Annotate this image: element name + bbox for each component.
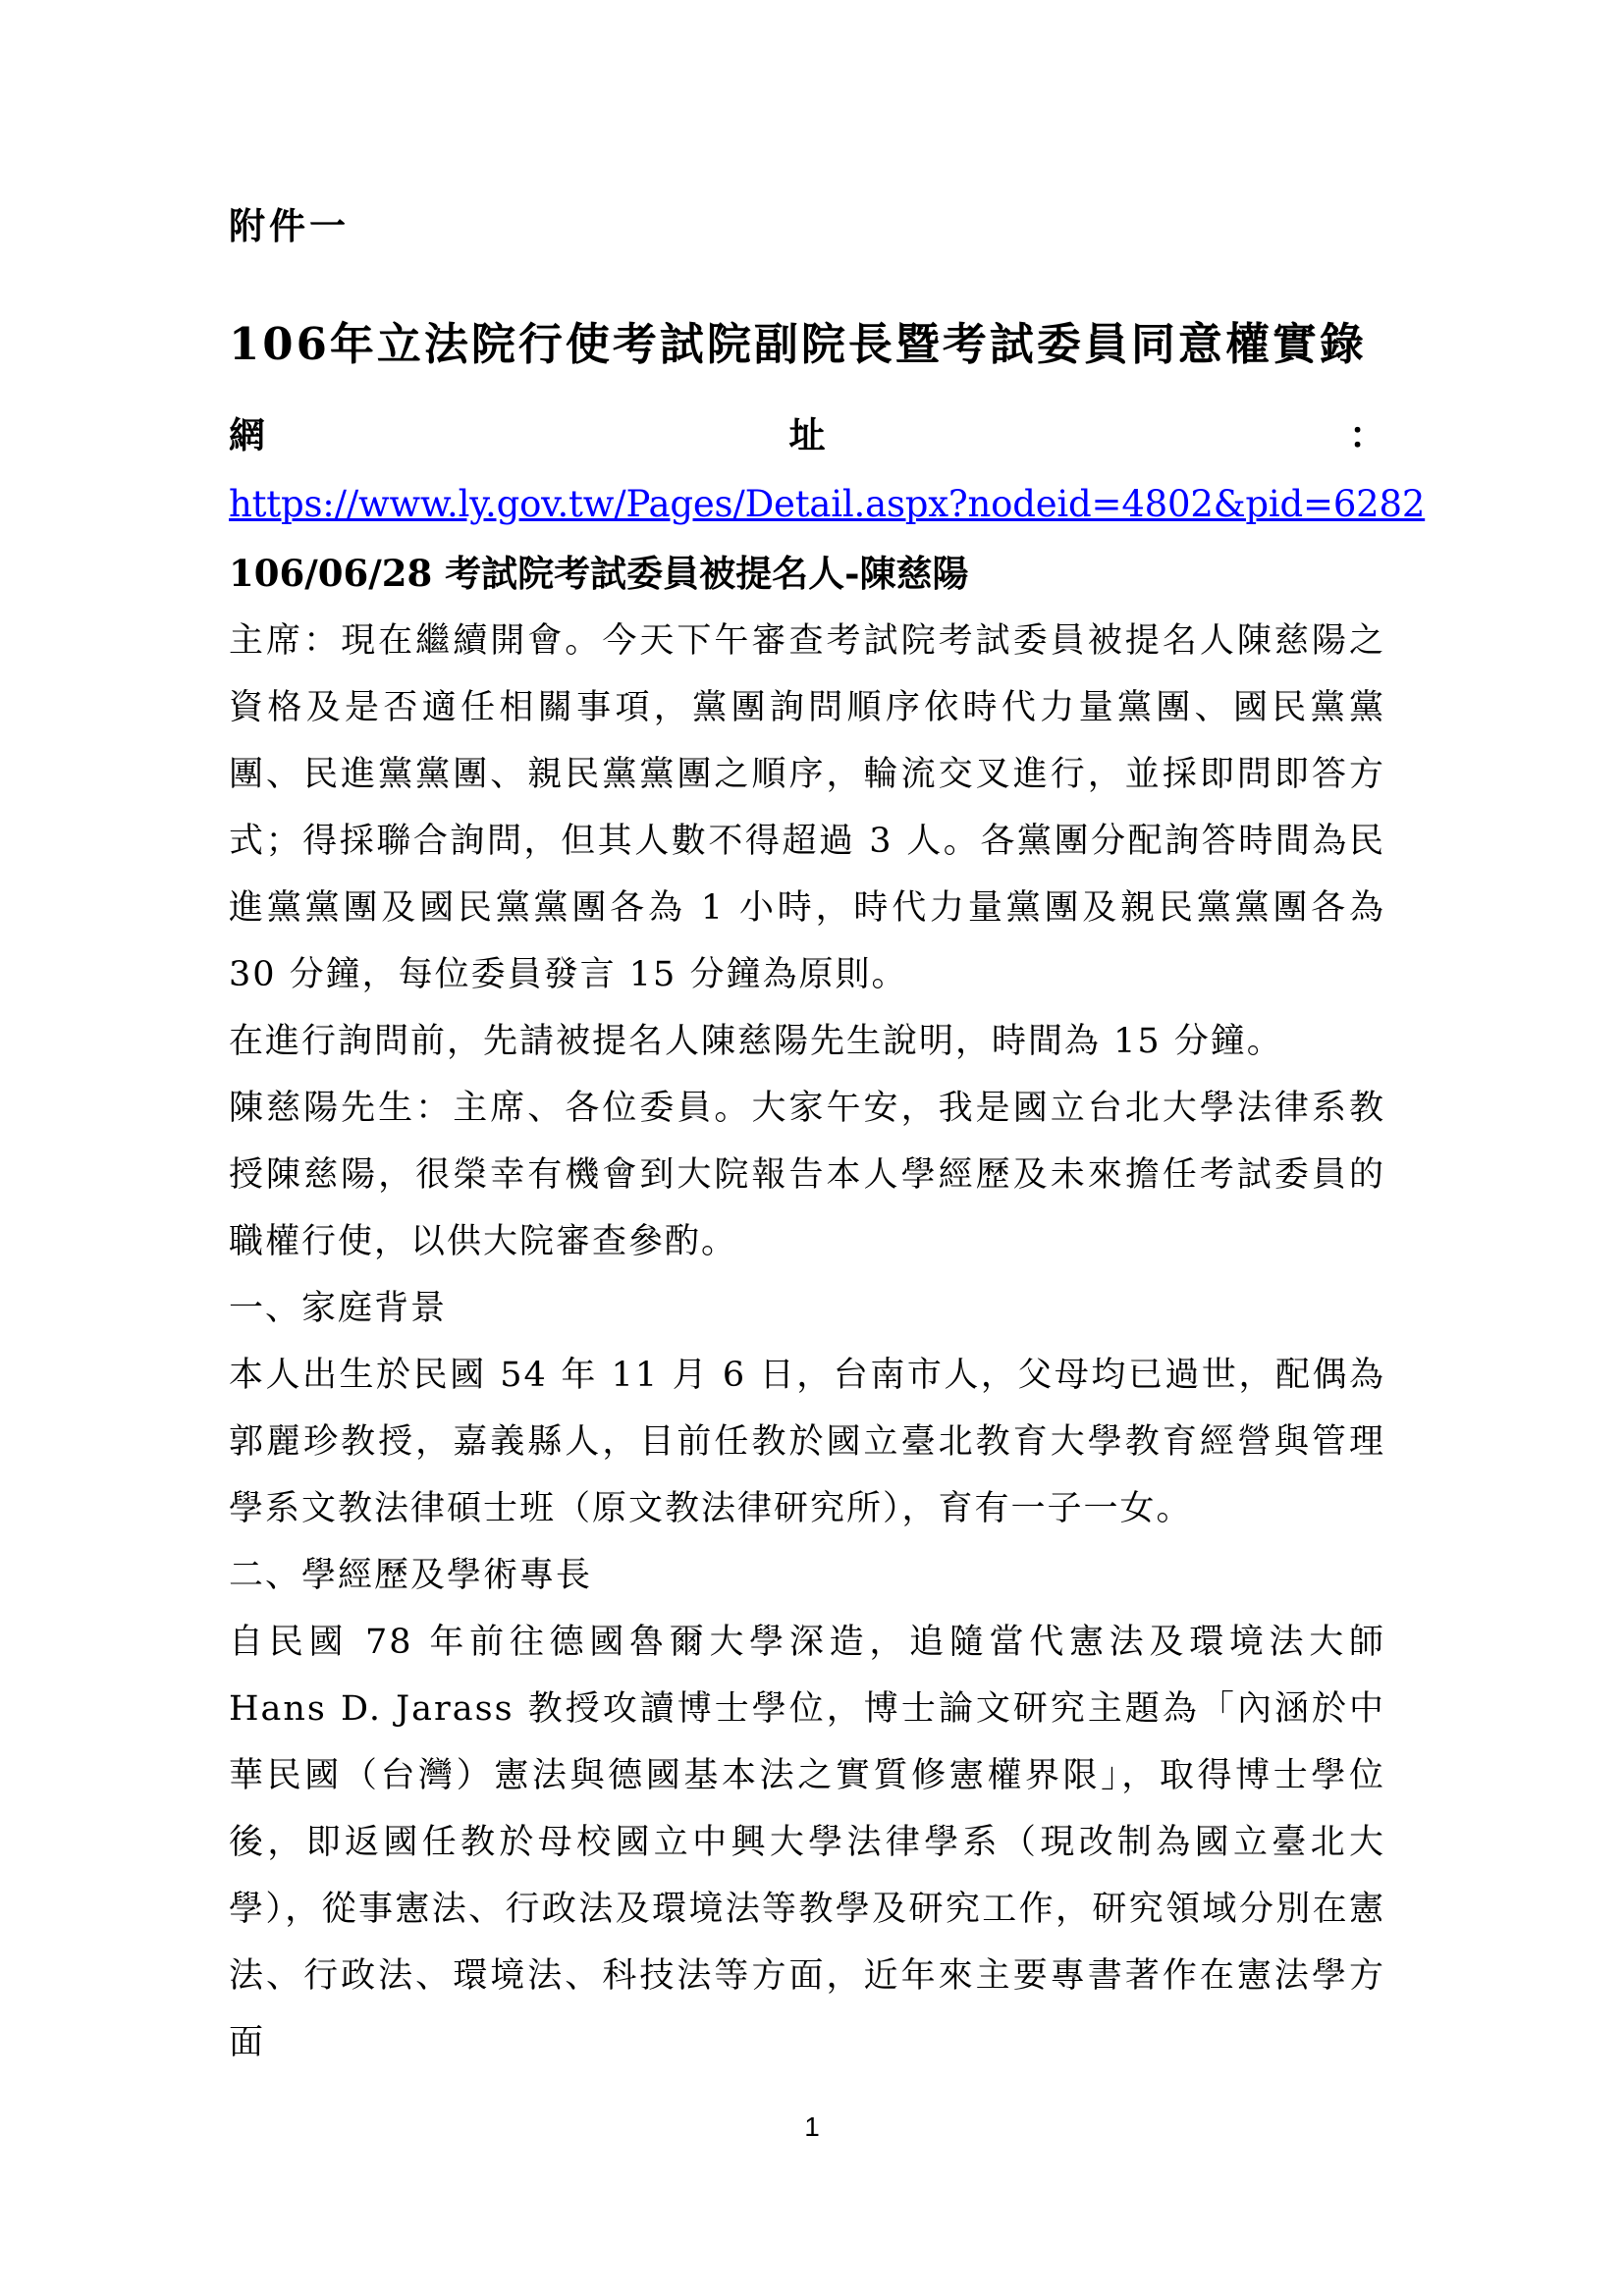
- page-number: 1: [804, 2111, 820, 2142]
- url-label-line: [229, 413, 1385, 456]
- paragraph-nominee-greeting: 陳慈陽先生：主席、各位委員。大家午安，我是國立台北大學法律系教授陳慈陽，很榮幸有機會到大院報告本人學經歷及未來擔任考試委員的職權行使，以供大院審查參酌。: [229, 1088, 1385, 1261]
- paragraph-education-background: 自民國 78 年前往德國魯爾大學深造，追隨當代憲法及環境法大師 Hans D. Jarass 教授攻讀博士學位，博士論文研究主題為「內涵於中華民國（台灣）憲法與德國基本法之實質修憲權界限」，取得博士學位後，即返國任教於母校國立中興大學法律學系（現改制為國立臺北大學），從事憲法、行政法及環境法等教學及研究工作，研究領域分別在憲法、行政法、環境法、科技法等方面，近年來主要專書著作在憲法學方面: [229, 1622, 1385, 2062]
- annex-label: 附件一: [229, 204, 350, 247]
- document-title: 106年立法院行使考試院副院長暨考試委員同意權實錄: [229, 318, 1367, 371]
- document-body: [229, 204, 1426, 2076]
- url-label-char-1: 網: [229, 413, 265, 457]
- paragraph-chair-instruction: 在進行詢問前，先請被提名人陳慈陽先生說明，時間為 15 分鐘。: [229, 1021, 1283, 1061]
- paragraph-chair-opening: 主席：現在繼續開會。今天下午審查考試院考試委員被提名人陳慈陽之資格及是否適任相關事項，黨團詢問順序依時代力量黨團、國民黨黨團、民進黨黨團、親民黨黨團之順序，輪流交叉進行，並採即問即答方式；得採聯合詢問，但其人數不得超過 3 人。各黨團分配詢答時間為民進黨黨團及國民黨黨團各為 1 小時，時代力量黨團及親民黨黨團各為 30 分鐘，每位委員發言 15 分鐘為原則。: [229, 620, 1385, 994]
- source-url-link[interactable]: https://www.ly.gov.tw/Pages/Detail.aspx?nodeid=4802&pid=6282: [229, 482, 1426, 525]
- section-heading-education: 二、學經歷及學術專長: [229, 1555, 593, 1595]
- url-label-colon: ：: [1349, 413, 1385, 457]
- session-heading: 106/06/28 考試院考試委員被提名人-陳慈陽: [229, 552, 969, 596]
- url-label-char-2: 址: [788, 413, 826, 457]
- section-heading-family: 一、家庭背景: [229, 1288, 448, 1328]
- paragraph-family-background: 本人出生於民國 54 年 11 月 6 日，台南市人，父母均已過世，配偶為郭麗珍教授，嘉義縣人，目前任教於國立臺北教育大學教育經營與管理學系文教法律碩士班（原文教法律研究所），育有一子一女。: [229, 1355, 1385, 1528]
